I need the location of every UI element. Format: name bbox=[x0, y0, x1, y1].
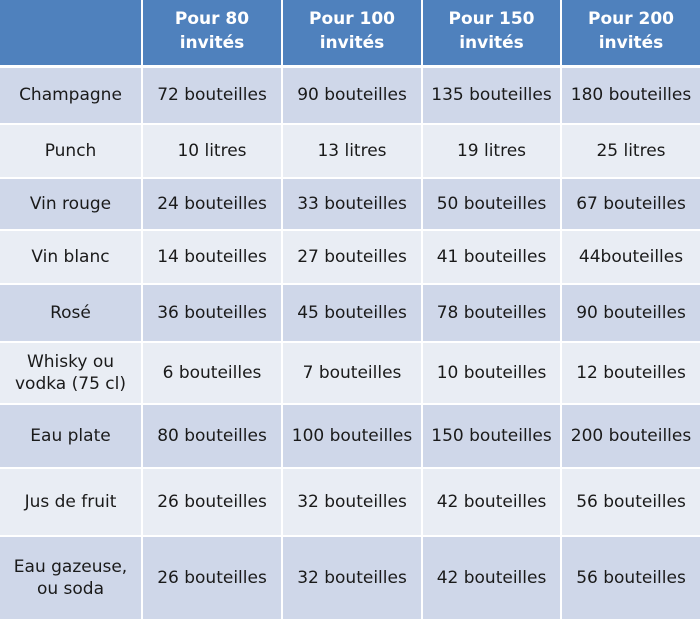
table-cell: 180 bouteilles bbox=[561, 66, 700, 124]
header-col-200-guests: Pour 200 invités bbox=[561, 0, 700, 66]
table-cell: 44bouteilles bbox=[561, 230, 700, 284]
header-col-80-guests: Pour 80 invités bbox=[142, 0, 282, 66]
row-label-vin-blanc: Vin blanc bbox=[0, 230, 142, 284]
table-cell: 80 bouteilles bbox=[142, 404, 282, 468]
row-label-jus-de-fruit: Jus de fruit bbox=[0, 468, 142, 536]
table-cell: 19 litres bbox=[422, 124, 561, 178]
table-cell: 42 bouteilles bbox=[422, 536, 561, 619]
table-row bbox=[0, 284, 700, 342]
table-cell: 150 bouteilles bbox=[422, 404, 561, 468]
table-cell: 56 bouteilles bbox=[561, 468, 700, 536]
header-col-100-guests: Pour 100 invités bbox=[282, 0, 422, 66]
table-cell: 27 bouteilles bbox=[282, 230, 422, 284]
table-cell: 200 bouteilles bbox=[561, 404, 700, 468]
table-cell: 10 bouteilles bbox=[422, 342, 561, 404]
header-col-150-guests: Pour 150 invités bbox=[422, 0, 561, 66]
table-cell: 6 bouteilles bbox=[142, 342, 282, 404]
table-cell: 32 bouteilles bbox=[282, 536, 422, 619]
table-cell: 56 bouteilles bbox=[561, 536, 700, 619]
table-row bbox=[0, 230, 700, 284]
table-row bbox=[0, 66, 700, 124]
table-cell: 25 litres bbox=[561, 124, 700, 178]
table-row bbox=[0, 124, 700, 178]
table-cell: 24 bouteilles bbox=[142, 178, 282, 230]
table-cell: 12 bouteilles bbox=[561, 342, 700, 404]
table-cell: 7 bouteilles bbox=[282, 342, 422, 404]
table-cell: 42 bouteilles bbox=[422, 468, 561, 536]
table-cell: 90 bouteilles bbox=[561, 284, 700, 342]
table-cell: 45 bouteilles bbox=[282, 284, 422, 342]
table-cell: 14 bouteilles bbox=[142, 230, 282, 284]
row-label-whisky-vodka: Whisky ou vodka (75 cl) bbox=[0, 342, 142, 404]
row-label-champagne: Champagne bbox=[0, 66, 142, 124]
table-cell: 33 bouteilles bbox=[282, 178, 422, 230]
table-cell: 72 bouteilles bbox=[142, 66, 282, 124]
table-cell: 100 bouteilles bbox=[282, 404, 422, 468]
table-cell: 26 bouteilles bbox=[142, 536, 282, 619]
header-row bbox=[0, 0, 700, 66]
table-cell: 41 bouteilles bbox=[422, 230, 561, 284]
header-corner-cell bbox=[0, 0, 142, 66]
table-cell: 36 bouteilles bbox=[142, 284, 282, 342]
table-cell: 26 bouteilles bbox=[142, 468, 282, 536]
row-label-rose: Rosé bbox=[0, 284, 142, 342]
table-cell: 135 bouteilles bbox=[422, 66, 561, 124]
table-cell: 32 bouteilles bbox=[282, 468, 422, 536]
row-label-vin-rouge: Vin rouge bbox=[0, 178, 142, 230]
table-cell: 67 bouteilles bbox=[561, 178, 700, 230]
table-cell: 90 bouteilles bbox=[282, 66, 422, 124]
table-row bbox=[0, 468, 700, 536]
row-label-punch: Punch bbox=[0, 124, 142, 178]
table-row bbox=[0, 178, 700, 230]
table-row bbox=[0, 536, 700, 619]
table-cell: 50 bouteilles bbox=[422, 178, 561, 230]
row-label-eau-gazeuse-soda: Eau gazeuse, ou soda bbox=[0, 536, 142, 619]
row-label-eau-plate: Eau plate bbox=[0, 404, 142, 468]
table-cell: 13 litres bbox=[282, 124, 422, 178]
table-cell: 10 litres bbox=[142, 124, 282, 178]
table-row bbox=[0, 342, 700, 404]
table-row bbox=[0, 404, 700, 468]
table-cell: 78 bouteilles bbox=[422, 284, 561, 342]
